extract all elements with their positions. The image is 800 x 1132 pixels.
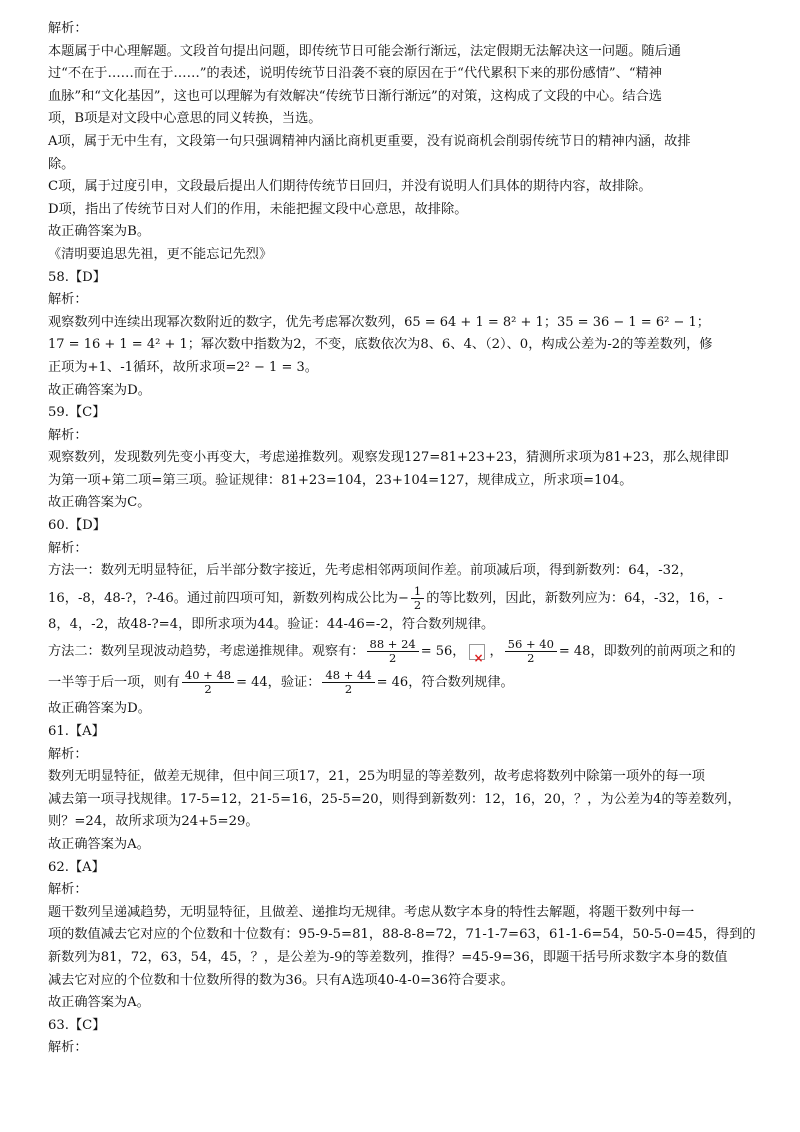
paragraph-line: 项，B项是对文段中心意思的同义转换，当选。 [48,111,322,127]
paragraph-line [48,667,758,698]
formula: = 46 [376,675,409,691]
text-segment: 。 [304,359,318,375]
paragraph-line [48,357,758,380]
paragraph-line: 本题属于中心理解题。文段首句提出问题，即传统节日可能会渐行渐远，法定假期无法解决这一问题。随后通 [48,43,681,59]
fraction-numerator: 56 + 40 [505,638,557,652]
paragraph-line [48,312,758,335]
paragraph-line [48,583,758,614]
text-segment: ， [452,644,466,660]
analysis-label: 解析： [48,540,88,556]
analysis-label: 解析： [48,21,88,36]
formula: = 56 [420,644,453,660]
question-number: 59.【C】 [48,405,106,421]
paragraph-line: 方法一：数列无明显特征，后半部分数字接近，先考虑相邻两项间作差。前项减后项，得到新数列：64，-32， [48,563,693,579]
formula: = 44 [236,675,268,691]
fraction [411,585,424,612]
question-number: 63.【C】 [48,1017,106,1033]
paragraph-line: 项的数值减去它对应的个位数和十位数有：95-9-5=81，88-8-8=72，71-1-7=63，61-1-6=54，50-5-0=45，得到的 [48,927,756,943]
paragraph-line: 除。 [48,156,75,172]
fraction [505,638,557,665]
formula: 65 = 64 + 1 = 8² + 1 [404,314,544,330]
analysis-label: 解析： [48,292,88,308]
question-number: 61.【A】 [48,724,105,740]
broken-image-icon [469,644,485,660]
fraction-denominator: 2 [527,651,535,666]
fraction-numerator: 88 + 24 [367,638,419,652]
paragraph-line: 新数列为81，72，63，54，45，？，是公差为-9的等差数列，推得？=45-9=36，即题干括号所求数字本身的数值 [48,949,728,965]
answer-line: 故正确答案为A。 [48,837,150,852]
text-segment: ； [543,314,557,330]
paragraph-line: C项，属于过度引申，文段最后提出人们期待传统节日回归，并没有说明人们具体的期待内容，故排除。 [48,179,652,195]
formula: = 48 [558,644,591,660]
text-segment: ， [489,644,503,660]
fraction [182,669,234,696]
paragraph-line [48,636,758,667]
text-segment: 方法二：数列呈现波动趋势，考虑递推规律。观察有： [48,644,365,660]
analysis-label: 解析： [48,427,88,443]
text-segment: 观察数列中连续出现幂次数附近的数字，优先考虑幂次数列， [48,314,405,330]
question-number: 60.【D】 [48,518,106,534]
formula: 35 = 36 − 1 = 6² − 1 [557,314,697,330]
paragraph-line: 8，4，-2，故48-?=4，即所求项为44。验证：44-46=-2，符合数列规律。 [48,616,495,632]
paragraph-line: 血脉”和“文化基因”，这也可以理解为有效解决“传统节日渐行渐远”的对策，这构成了文段的中心。结合选 [48,88,662,104]
text-segment: 正项为+1、-1循环，故所求项= [48,359,237,375]
fraction-denominator: 2 [344,682,353,697]
analysis-label: 解析： [48,746,88,762]
paragraph-line: 数列无明显特征，做差无规律，但中间三项17，21，25为明显的等差数列，故考虑将数列中除第一项外的每一项 [48,769,705,785]
paragraph-line [48,334,758,357]
text-segment: 16，-8，48-?，?-46。通过前四项可知，新数列构成公比为 [48,590,398,606]
fraction-denominator: 2 [413,597,422,612]
analysis-label: 解析： [48,1040,88,1056]
article-title: 《清明要追思先祖，更不能忘记先烈》 [48,246,273,262]
paragraph-line: D项，指出了传统节日对人们的作用，未能把握文段中心意思，故排除。 [48,201,468,217]
answer-line: 故正确答案为D。 [48,701,151,717]
formula: 17 = 16 + 1 = 4² + 1 [48,337,188,353]
fraction-denominator: 2 [204,682,212,697]
fraction-numerator: 48 + 44 [322,669,374,683]
question-number: 62.【A】 [48,859,105,875]
fraction-numerator: 1 [411,585,424,599]
paragraph-line: 为第一项+第二项=第三项。验证规律：81+23=104，23+104=127，规律成立，所求项=104。 [48,472,633,488]
paragraph-line: 则？=24，故所求项为24+5=29。 [48,814,259,830]
answer-line: 故正确答案为B。 [48,224,151,240]
paragraph-line: 过“不在于……而在于……”的表述，说明传统节日沿袭不衰的原因在于“代代累积下来的那份感情”、“精神 [48,66,662,82]
text-segment: 的等比数列，因此，新数列应为：64，-32，16，- [426,590,723,606]
analysis-label: 解析： [48,882,88,898]
text-segment: ，即数列的前两项之和的 [590,644,736,660]
answer-line: 故正确答案为C。 [48,495,151,511]
fraction-numerator: 40 + 48 [182,669,234,683]
paragraph-line: A项，属于无中生有，文段第一句只强调精神内涵比商机更重要，没有说商机会削弱传统节日的精神内涵，故排 [48,133,691,149]
fraction-denominator: 2 [388,651,397,666]
text-segment: ；幂次数中指数为2，不变，底数依次为8、6、4、（2）、0，构成公差为-2的等差数列，修 [187,337,713,353]
fraction [367,638,419,665]
paragraph-line: 观察数列，发现数列先变小再变大，考虑递推数列。观察发现127=81+23+23，猜测所求项为81+23，那么规律即 [48,450,729,466]
minus-sign: − [398,590,409,606]
fraction [322,669,374,696]
text-segment: ； [696,314,710,330]
answer-line: 故正确答案为A。 [48,995,150,1011]
question-number: 58.【D】 [48,269,106,285]
document-page [48,18,758,1060]
text-segment: 一半等于后一项，则有 [48,675,180,691]
text-segment: ，验证： [267,675,321,691]
paragraph-line: 减去第一项寻找规律。17-5=12，21-5=16，25-5=20，则得到新数列：12，16，20，？，为公差为4的等差数列， [48,791,741,807]
paragraph-line: 题干数列呈递减趋势，无明显特征，且做差、递推均无规律。考虑从数字本身的特性去解题，将题干数列中每一 [48,904,695,920]
formula: 2² − 1 = 3 [236,359,305,375]
answer-line: 故正确答案为D。 [48,382,151,398]
text-segment: ，符合数列规律。 [408,675,514,691]
paragraph-line: 减去它对应的个位数和十位数所得的数为36。只有A选项40-4-0=36符合要求。 [48,972,514,988]
